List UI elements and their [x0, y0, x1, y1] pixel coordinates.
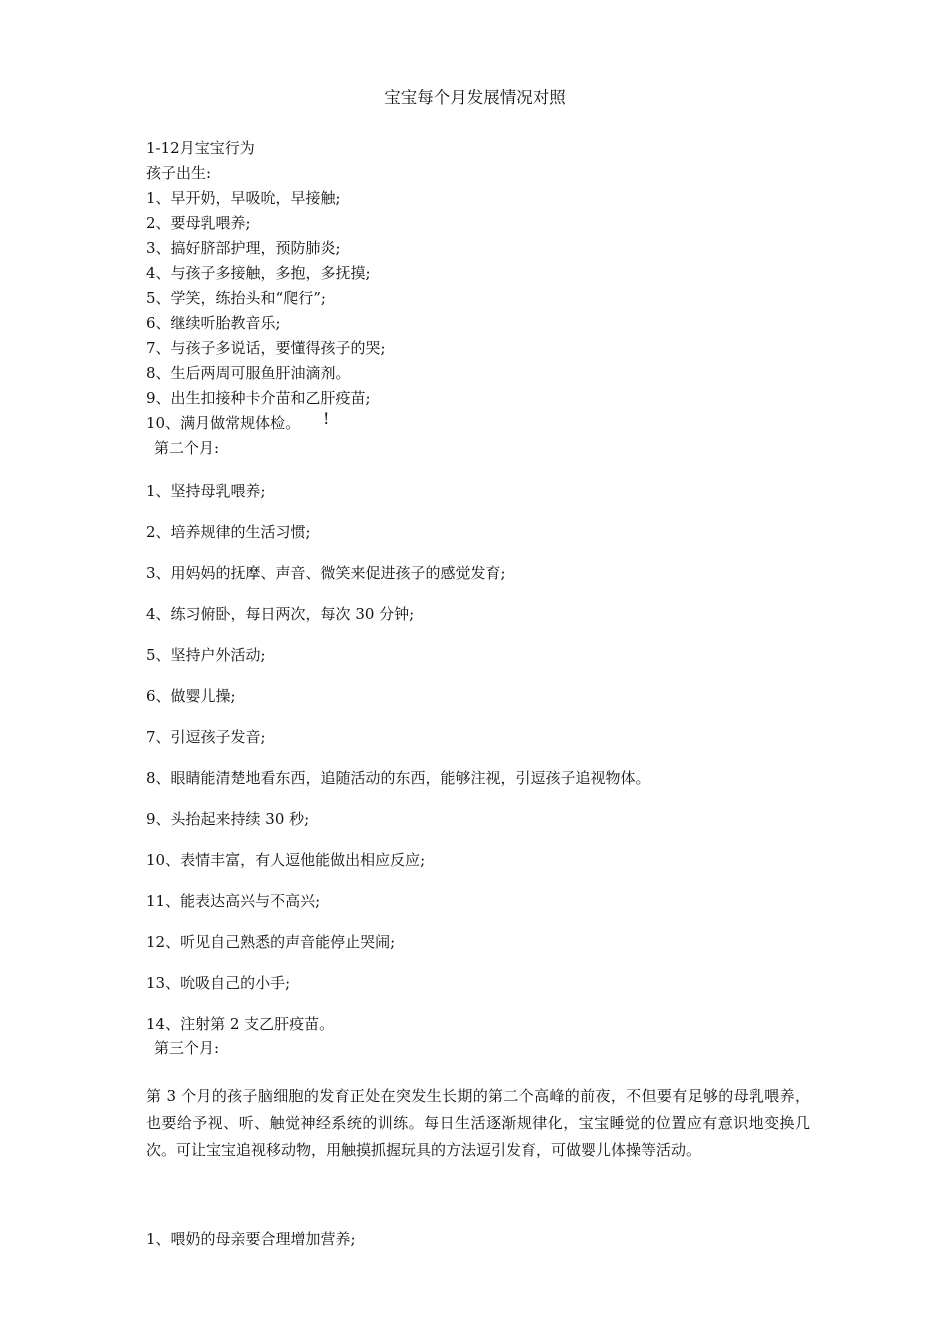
list-item: 8、生后两周可服鱼肝油滴剂。	[146, 364, 351, 382]
list-item: 1、喂奶的母亲要合理增加营养;	[146, 1230, 356, 1248]
section-heading-month2: 第二个月:	[154, 439, 220, 457]
list-item: 4、与孩子多接触，多抱，多抚摸;	[146, 264, 371, 282]
list-item: 4、练习俯卧，每日两次，每次 30 分钟;	[146, 605, 415, 623]
list-item: 13、吮吸自己的小手;	[146, 974, 291, 992]
list-item: 2、要母乳喂养;	[146, 214, 251, 232]
list-item: 11、能表达高兴与不高兴;	[146, 892, 321, 910]
list-item: 1、坚持母乳喂养;	[146, 482, 266, 500]
list-item: 2、培养规律的生活习惯;	[146, 523, 311, 541]
exclamation-mark: !	[323, 409, 330, 428]
list-item: 10、表情丰富，有人逗他能做出相应反应;	[146, 851, 426, 869]
list-item: 5、坚持户外活动;	[146, 646, 266, 664]
list-item: 5、学笑，练抬头和“爬行”;	[146, 289, 326, 307]
section-heading-month3: 第三个月:	[154, 1039, 220, 1057]
list-item: 9、头抬起来持续 30 秒;	[146, 810, 310, 828]
list-item: 1、早开奶，早吸吮，早接触;	[146, 189, 341, 207]
list-item: 7、引逗孩子发音;	[146, 728, 266, 746]
intro-line: 1-12月宝宝行为	[146, 139, 255, 157]
list-item: 3、搞好脐部护理，预防肺炎;	[146, 239, 341, 257]
list-item: 10、满月做常规体检。	[146, 414, 301, 432]
list-item: 6、做婴儿操;	[146, 687, 236, 705]
month3-paragraph: 第 3 个月的孩子脑细胞的发育正处在突发生长期的第二个高峰的前夜，不但要有足够的母乳喂养，也要给予视、听、触觉神经系统的训练。每日生活逐渐规律化，宝宝睡觉的位置应有意识地变换几次。可让宝宝追视移动物，用触摸抓握玩具的方法逗引发育，可做婴儿体操等活动。	[146, 1087, 810, 1159]
section-heading-birth: 孩子出生:	[146, 164, 212, 182]
list-item: 7、与孩子多说话，要懂得孩子的哭;	[146, 339, 386, 357]
list-item: 8、眼睛能清楚地看东西，追随活动的东西，能够注视，引逗孩子追视物体。	[146, 769, 651, 787]
list-item: 6、继续听胎教音乐;	[146, 314, 281, 332]
list-item: 9、出生扣接种卡介苗和乙肝疫苗;	[146, 389, 371, 407]
document-title: 宝宝每个月发展情况对照	[384, 88, 566, 107]
list-item: 14、注射第 2 支乙肝疫苗。	[146, 1015, 335, 1033]
list-item: 12、听见自己熟悉的声音能停止哭闹;	[146, 933, 396, 951]
list-item: 3、用妈妈的抚摩、声音、微笑来促进孩子的感觉发育;	[146, 564, 506, 582]
